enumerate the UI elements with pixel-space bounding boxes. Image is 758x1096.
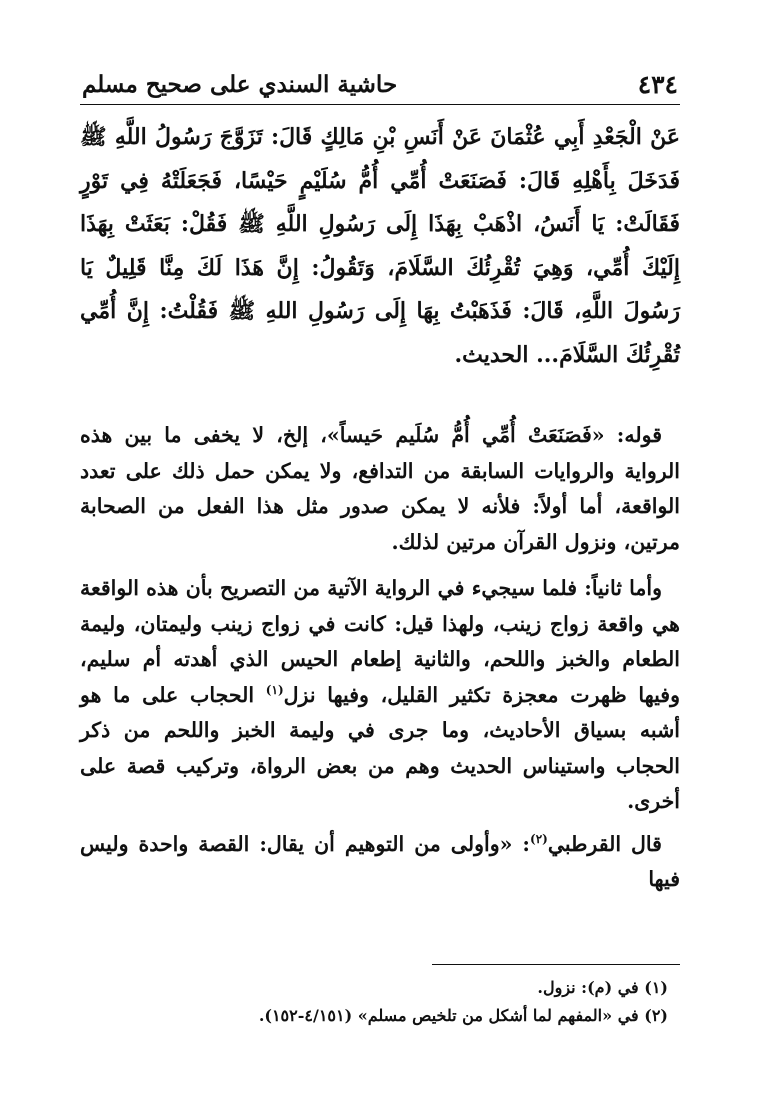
page-header — [80, 68, 680, 104]
footnote-marker-2: (٢) — [530, 831, 548, 846]
page-number: ٤٣٤ — [637, 70, 678, 99]
footnote-1: (١) في (م): نزول. — [537, 978, 668, 997]
running-title: حاشية السندي على صحيح مسلم — [82, 71, 398, 98]
footnote-divider — [432, 964, 680, 965]
footnotes — [80, 974, 680, 1030]
header-divider — [80, 104, 680, 105]
paragraph-2-text-after-note: الحجاب على ما هو أشبه بسياق الأحاديث، وما جرى في وليمة الخبز واللحم من ذكر الحجاب واستيناس الحديث وهم من بعض الرواة، وتركيب قصة على أخرى. — [80, 682, 680, 813]
hadith-text: عَنْ الْجَعْدِ أَبِي عُثْمَانَ عَنْ أَنَسِ بْنِ مَالِكٍ قَالَ: تَزَوَّجَ رَسُولُ اللَّهِ ﷺ فَدَخَلَ بِأَهْلِهِ قَالَ: فَصَنَعَتْ أُمِّي أُمُّ سُلَيْمٍ حَيْسًا، فَجَعَلَتْهُ فِي تَوْرٍ فَقَالَتْ: يَا أَنَسُ، اذْهَبْ بِهَذَا إِلَى رَسُولِ اللَّهِ ﷺ فَقُلْ: بَعَثَتْ بِهَذَا إِلَيْكَ أُمِّي، وَهِيَ تُقْرِئُكَ السَّلَامَ، وَتَقُولُ: إِنَّ هَذَا لَكَ مِنَّا قَلِيلٌ يَا رَسُولَ اللَّهِ، قَالَ: فَذَهَبْتُ بِهَا إِلَى رَسُولِ اللهِ ﷺ فَقُلْتُ: إِنَّ أُمِّي تُقْرِئُكَ السَّلَامَ... الحديث. — [80, 124, 680, 368]
footnote-2: (٢) في «المفهم لما أشكل من تلخيص مسلم» (٤/١٥١-١٥٢). — [258, 1006, 668, 1025]
commentary-paragraph-1: قوله: «فَصَنَعَتْ أُمِّي أُمُّ سُلَيم حَيساً»، إلخ، لا يخفى ما بين هذه الرواية والروايات السابقة من التدافع، ولا يمكن حمل ذلك على تعدد الواقعة، أما أولاً: فلأنه لا يمكن صدور مثل هذا الفعل من الصحابة مرتين، ونزول القرآن مرتين لذلك. — [80, 423, 680, 554]
commentary-paragraph-3 — [80, 827, 680, 898]
commentary-body — [80, 418, 680, 909]
paragraph-3-text-before-note: قال القرطبي — [547, 831, 662, 856]
commentary-paragraph-2 — [80, 571, 680, 820]
paragraph-2-text-before-note: وأما ثانياً: فلما سيجيء في الرواية الآتية من التصريح بأن هذه الواقعة هي واقعة زواج زينب، ولهذا قيل: كانت في زواج زينب وليمتان، وليمة الطعام والخبز واللحم، والثانية إطعام الحيس الذي أهدته أم سليم، وفيها ظهرت معجزة تكثير القليل، وفيها نزل — [80, 576, 681, 707]
paragraph-3-text-after-note: : «وأولى من التوهيم أن يقال: القصة واحدة وليس فيها — [80, 831, 680, 891]
footnote-marker-1: (١) — [265, 682, 284, 697]
